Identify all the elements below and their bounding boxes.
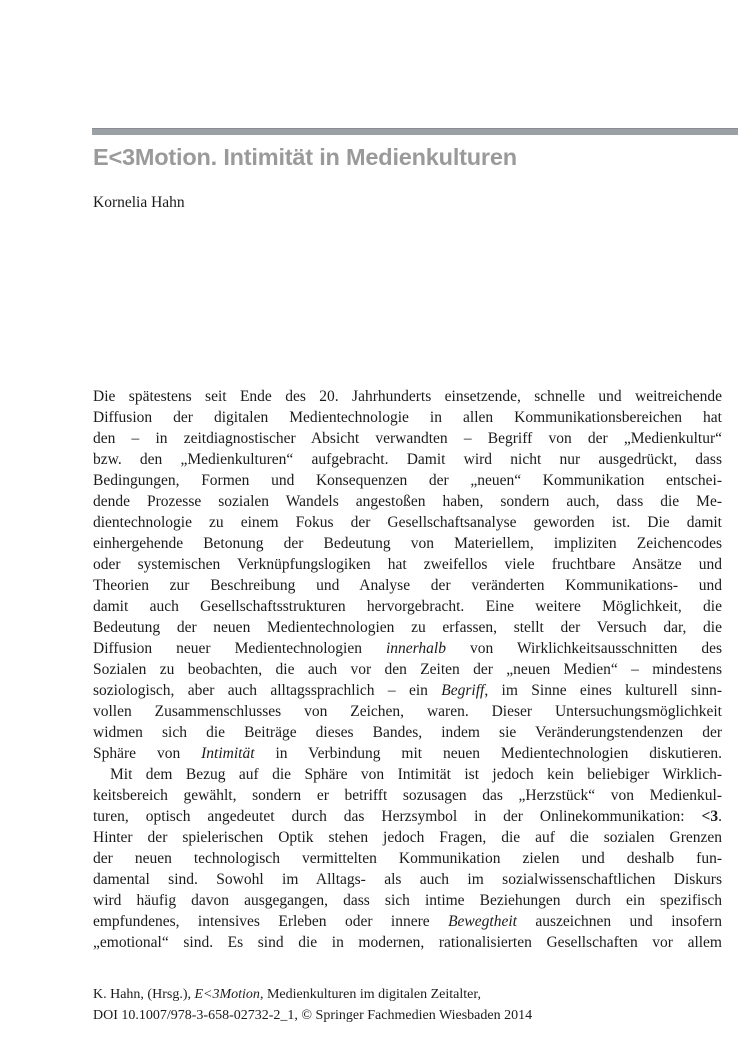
- text-run: .: [718, 808, 722, 825]
- text-run: den – in zeitdiagnostischer Absicht verwandten – Begriff von der „Medienkultur“: [93, 430, 722, 447]
- text-run: Diffusion neuer Medientechnologien: [93, 640, 386, 657]
- text-run: empfundenes, intensives Erleben oder innere: [93, 913, 449, 930]
- body-text: [93, 386, 722, 953]
- chapter-rule: [92, 128, 738, 135]
- text-line: [93, 764, 722, 785]
- text-line: [93, 827, 722, 848]
- text-run: damental sind. Sowohl im Alltags- als auch im sozialwissenschaftlichen Diskurs: [93, 871, 722, 888]
- text-run: turen, optisch angedeutet durch das Herzsymbol in der Onlinekommunikation:: [93, 808, 702, 825]
- text-run: Bedingungen, Formen und Konsequenzen der „neuen“ Kommunikation entschei-: [93, 472, 722, 489]
- italic-run: innerhalb: [385, 640, 446, 657]
- text-run: bzw. den „Medienkulturen“ aufgebracht. Damit wird nicht nur ausgedrückt, dass: [93, 451, 722, 468]
- footer-line: [93, 984, 722, 1005]
- text-line: [93, 680, 722, 701]
- text-line: [93, 554, 722, 575]
- text-line: [93, 575, 722, 596]
- text-run: , Medienkulturen im digitalen Zeitalter,: [259, 987, 481, 1002]
- text-line: [93, 911, 722, 932]
- text-line: [93, 596, 722, 617]
- text-line: [93, 785, 722, 806]
- text-line: [93, 407, 722, 428]
- text-line: [93, 890, 722, 911]
- text-run: der neuen technologisch vermittelten Kommunikation zielen und deshalb fun-: [93, 850, 722, 867]
- italic-run: Bewegtheit: [448, 913, 517, 930]
- text-run: wird häufig davon ausgegangen, dass sich intime Beziehungen durch ein spezifisch: [93, 892, 722, 909]
- text-run: Sphäre von: [93, 745, 202, 762]
- text-line: [93, 848, 722, 869]
- text-run: damit auch Gesellschaftsstrukturen hervorgebracht. Eine weitere Möglichkeit, die: [93, 598, 722, 615]
- text-run: in Verbindung mit neuen Medientechnologien diskutieren.: [254, 745, 722, 762]
- text-run: Die spätestens seit Ende des 20. Jahrhunderts einsetzende, schnelle und weitreichende: [93, 388, 722, 405]
- footer-line: [93, 1005, 722, 1026]
- text-line: [93, 470, 722, 491]
- text-line: [93, 806, 722, 827]
- text-run: Theorien zur Beschreibung und Analyse der veränderten Kommunikations- und: [93, 577, 722, 594]
- text-run: dientechnologie zu einem Fokus der Gesellschaftsanalyse geworden ist. Die damit: [93, 514, 722, 531]
- text-run: Diffusion der digitalen Medientechnologie in allen Kommunikationsbereichen hat: [93, 409, 722, 426]
- text-run: einhergehende Betonung der Bedeutung von Materiellem, impliziten Zeichencodes: [93, 535, 722, 552]
- text-line: [93, 869, 722, 890]
- text-run: „emotional“ sind. Es sind die in modernen, rationalisierten Gesellschaften vor allem: [93, 934, 722, 951]
- text-run: soziologisch, aber auch alltagssprachlich – ein: [93, 682, 442, 699]
- text-run: DOI 10.1007/978-3-658-02732-2_1, © Springer Fachmedien Wiesbaden 2014: [93, 1008, 533, 1023]
- footer-citation: [93, 984, 722, 1026]
- text-run: Mit dem Bezug auf die Sphäre von Intimität ist jedoch kein beliebiger Wirklich-: [110, 766, 722, 783]
- italic-run: Intimität: [201, 745, 255, 762]
- author-name: Kornelia Hahn: [93, 194, 185, 211]
- text-line: [93, 701, 722, 722]
- text-line: [93, 932, 722, 953]
- text-run: widmen sich die Beiträge dieses Bandes, indem sie Veränderungstendenzen der: [93, 724, 722, 741]
- text-run: keitsbereich gewählt, sondern er betrifft sozusagen das „Herzstück“ von Medienkul-: [93, 787, 722, 804]
- chapter-title: E<3Motion. Intimität in Medienkulturen: [93, 144, 517, 170]
- text-line: [93, 722, 722, 743]
- italic-run: E<3Motion: [194, 987, 260, 1002]
- text-run: auszeichnen und insofern: [516, 913, 722, 930]
- text-run: Sozialen zu beobachten, die auch vor den Zeiten der „neuen Medien“ – mindestens: [93, 661, 722, 678]
- text-run: Bedeutung der neuen Medientechnologien zu erfassen, stellt der Versuch dar, die: [93, 619, 722, 636]
- text-line: [93, 512, 722, 533]
- italic-run: Begriff: [441, 682, 485, 699]
- text-line: [93, 743, 722, 764]
- text-line: [93, 428, 722, 449]
- text-run: vollen Zusammenschlusses von Zeichen, waren. Dieser Untersuchungsmöglichkeit: [93, 703, 722, 720]
- text-line: [93, 386, 722, 407]
- text-line: [93, 449, 722, 470]
- text-line: [93, 659, 722, 680]
- text-line: [93, 491, 722, 512]
- text-run: , im Sinne eines kulturell sinn-: [484, 682, 722, 699]
- text-run: oder systemischen Verknüpfungslogiken hat zweifellos viele fruchtbare Ansätze und: [93, 556, 722, 573]
- text-line: [93, 533, 722, 554]
- text-run: dende Prozesse sozialen Wandels angestoßen haben, sondern auch, dass die Me-: [93, 493, 722, 510]
- paragraph: [93, 386, 722, 764]
- bold-run: <3: [701, 808, 719, 825]
- text-line: [93, 617, 722, 638]
- text-run: K. Hahn, (Hrsg.),: [93, 987, 195, 1002]
- text-run: von Wirklichkeitsausschnitten des: [445, 640, 722, 657]
- text-run: Hinter der spielerischen Optik stehen jedoch Fragen, die auf die sozialen Grenzen: [93, 829, 722, 846]
- paragraph: [93, 764, 722, 953]
- text-line: [93, 638, 722, 659]
